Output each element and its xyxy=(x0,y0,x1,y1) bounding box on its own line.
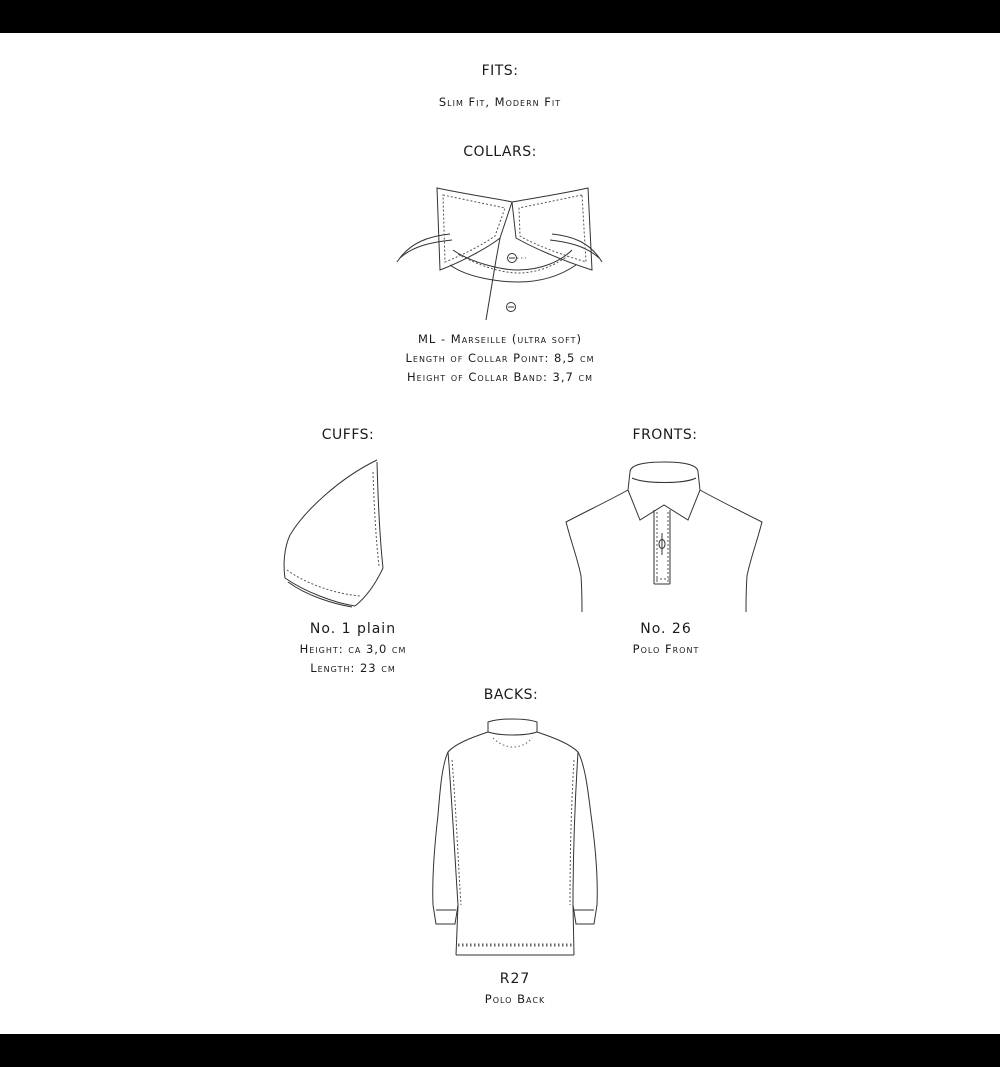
collar-point-length: Length of Collar Point: 8,5 cm xyxy=(405,351,595,365)
collars-heading: COLLARS: xyxy=(463,144,537,160)
collar-name: ML - Marseille (ultra soft) xyxy=(417,332,582,346)
back-name: Polo Back xyxy=(484,992,546,1006)
collar-band-height: Height of Collar Band: 3,7 cm xyxy=(407,370,593,384)
bottom-black-bar xyxy=(0,1034,1000,1067)
cuff-height: Height: ca 3,0 cm xyxy=(299,642,407,656)
front-name: Polo Front xyxy=(632,642,700,656)
front-code: No. 26 xyxy=(640,621,692,637)
cuff-name: No. 1 plain xyxy=(309,621,397,637)
backs-heading: BACKS: xyxy=(483,687,539,703)
cuffs-heading: CUFFS: xyxy=(321,427,375,443)
fits-heading: FITS: xyxy=(481,63,519,79)
back-code: R27 xyxy=(499,971,531,987)
fits-value: Slim Fit, Modern Fit xyxy=(438,95,562,109)
fronts-heading: FRONTS: xyxy=(632,427,698,443)
cuff-length: Length: 23 cm xyxy=(310,661,396,675)
